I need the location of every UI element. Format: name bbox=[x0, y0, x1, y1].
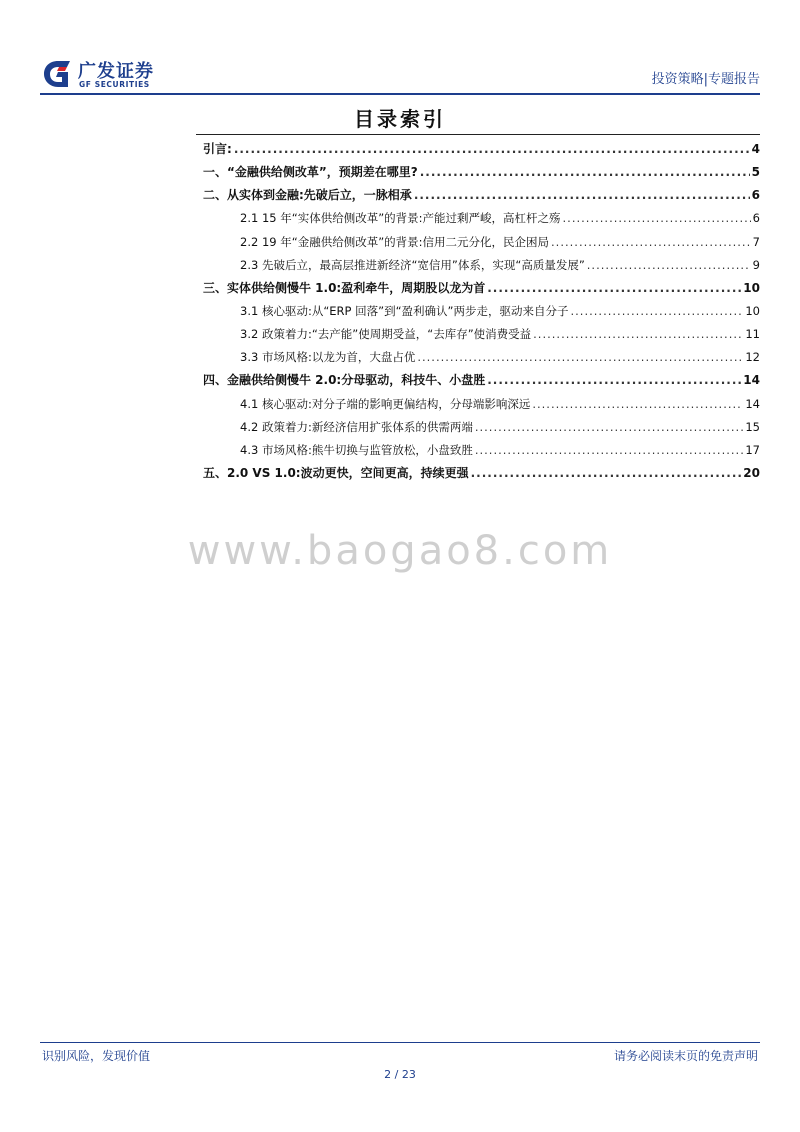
toc-entry[interactable] bbox=[196, 300, 760, 323]
toc-leader-dots bbox=[571, 300, 744, 323]
gf-logo-icon bbox=[40, 58, 74, 90]
toc-entry-title: 二、从实体到金融:先破后立，一脉相承 bbox=[203, 188, 412, 203]
toc-entry[interactable] bbox=[196, 393, 760, 416]
brand-name-cn: 广发证券 bbox=[78, 61, 154, 82]
toc-entry-page: 11 bbox=[745, 327, 760, 342]
toc-entry-page: 6 bbox=[752, 211, 760, 226]
toc-leader-dots bbox=[414, 184, 750, 207]
page-header bbox=[40, 50, 760, 94]
toc-leader-dots bbox=[234, 138, 750, 161]
toc-entry[interactable] bbox=[196, 439, 760, 462]
toc-entry-title: 4.3 市场风格:熊牛切换与监管放松，小盘致胜 bbox=[240, 442, 473, 457]
toc-entry[interactable] bbox=[196, 323, 760, 346]
toc-entry[interactable] bbox=[196, 254, 760, 277]
watermark: www.baogao8.com bbox=[187, 528, 613, 574]
toc-leader-dots bbox=[563, 207, 751, 230]
toc-leader-dots bbox=[587, 254, 751, 277]
toc-entry-page: 5 bbox=[751, 165, 760, 180]
toc-leader-dots bbox=[420, 161, 750, 184]
toc-entry-title: 四、金融供给侧慢牛 2.0:分母驱动，科技牛、小盘胜 bbox=[203, 373, 486, 388]
toc-entry-title: 2.3 先破后立，最高层推进新经济“宽信用”体系，实现“高质量发展” bbox=[240, 257, 585, 272]
toc-entry-title: 4.1 核心驱动:对分子端的影响更偏结构，分母端影响深远 bbox=[240, 396, 531, 411]
document-type: 投资策略|专题报告 bbox=[651, 72, 760, 87]
toc-entry-title: 引言: bbox=[203, 142, 232, 156]
toc-entry-page: 10 bbox=[743, 280, 760, 295]
toc-entry[interactable] bbox=[196, 184, 760, 207]
toc-entry-page: 17 bbox=[745, 442, 760, 457]
toc-entry-title: 一、“金融供给侧改革”，预期差在哪里? bbox=[203, 165, 418, 180]
toc-entry[interactable] bbox=[196, 231, 760, 254]
toc-leader-dots bbox=[487, 369, 741, 392]
toc-leader-dots bbox=[475, 439, 744, 462]
toc-entry-page: 7 bbox=[752, 234, 760, 249]
toc-entry[interactable] bbox=[196, 207, 760, 230]
brand-name-en: GF SECURITIES bbox=[79, 80, 150, 89]
toc-entry-page: 6 bbox=[751, 188, 760, 203]
header-divider bbox=[40, 93, 760, 95]
toc-entry-title: 4.2 政策着力:新经济信用扩张体系的供需两端 bbox=[240, 419, 473, 434]
toc-entry-page: 9 bbox=[752, 257, 760, 272]
footer-slogan: 识别风险，发现价值 bbox=[42, 1049, 151, 1063]
toc-entry-title: 3.3 市场风格:以龙为首，大盘占优 bbox=[240, 350, 416, 365]
toc-entry-title: 2.1 15 年“实体供给侧改革”的背景:产能过剩严峻，高杠杆之殇 bbox=[240, 211, 561, 226]
toc-entry-title: 五、2.0 VS 1.0:波动更快，空间更高，持续更强 bbox=[203, 465, 469, 480]
toc-entry[interactable] bbox=[196, 369, 760, 392]
toc-leader-dots bbox=[551, 231, 751, 254]
toc-entry-page: 14 bbox=[743, 373, 760, 388]
footer-divider bbox=[40, 1042, 760, 1043]
toc-entry-page: 15 bbox=[745, 419, 760, 434]
toc-leader-dots bbox=[475, 416, 744, 439]
table-of-contents bbox=[196, 138, 760, 485]
toc-entry-title: 2.2 19 年“金融供给侧改革”的背景:信用二元分化，民企困局 bbox=[240, 234, 550, 249]
page-number: 2 / 23 bbox=[384, 1068, 416, 1081]
toc-entry-title: 3.1 核心驱动:从“ERP 回落”到“盈利确认”两步走，驱动来自分子 bbox=[240, 303, 569, 318]
toc-entry-page: 20 bbox=[743, 465, 760, 480]
toc-entry[interactable] bbox=[196, 416, 760, 439]
toc-leader-dots bbox=[533, 323, 743, 346]
toc-title: 目录索引 bbox=[354, 107, 446, 131]
toc-entry-page: 10 bbox=[745, 303, 760, 318]
toc-leader-dots bbox=[487, 277, 741, 300]
toc-entry[interactable] bbox=[196, 346, 760, 369]
toc-entry-title: 3.2 政策着力:“去产能”使周期受益，“去库存”使消费受益 bbox=[240, 327, 532, 342]
toc-entry[interactable] bbox=[196, 277, 760, 300]
toc-entry-title: 三、实体供给侧慢牛 1.0:盈利牵牛，周期股以龙为首 bbox=[203, 280, 486, 295]
footer-disclaimer-note: 请务必阅读末页的免责声明 bbox=[613, 1049, 758, 1063]
toc-leader-dots bbox=[417, 346, 743, 369]
toc-entry[interactable] bbox=[196, 138, 760, 161]
toc-leader-dots bbox=[471, 462, 742, 485]
toc-entry-page: 12 bbox=[745, 350, 760, 365]
toc-entry[interactable] bbox=[196, 462, 760, 485]
gf-securities-logo bbox=[40, 56, 200, 92]
toc-entry-page: 4 bbox=[751, 142, 760, 156]
toc-leader-dots bbox=[532, 393, 743, 416]
toc-entry-page: 14 bbox=[745, 396, 760, 411]
toc-entry[interactable] bbox=[196, 161, 760, 184]
toc-title-divider bbox=[196, 134, 760, 135]
